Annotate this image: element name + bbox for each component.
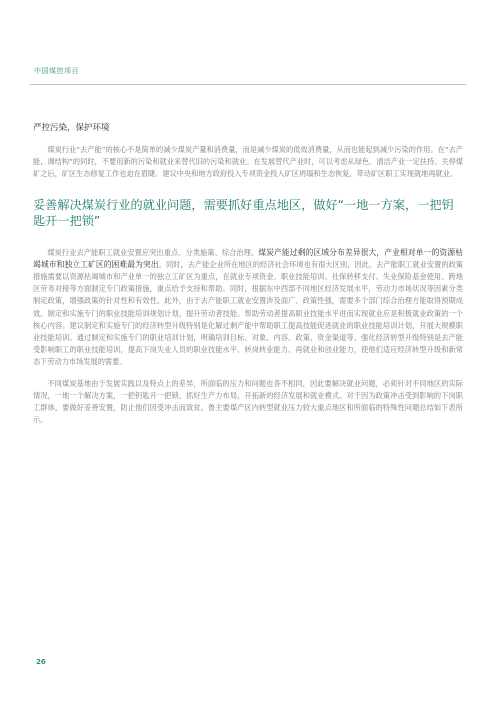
paragraph-employment-emphasis: 煤炭产能过剩的区域分布差异很大，产业相对单一的资源枯竭城市和独立工矿区的困难最为突出 bbox=[33, 247, 463, 269]
paragraph-employment-body: 。同时，去产能企业所在地区的经济社会环境也有很大区别，因此，去产能职工就业安置的政策措施需要以资源枯竭城市和产业单一的独立工矿区为重点，在就业专项资金、职业技能培训、社保转移支付、失业保险基金使用、跨地区劳务对接等方面制定专门政策措施，重点给予支持和帮助。同时，根据东中西部不同地区经济发展水平，劳动力市场状况等因素分类制定政策，增强政策的针对性和有效性。此外，由于去产能职工就业安置涉及面广、政策性强，需要多个部门综合治理方能取得预期成效。制定和实施专门的职业技能培训规划计划，提升劳动者技能。帮助劳动者提高职业技能水平进而实现就业应是积极就业政策的一个核心内容。建议制定和实施专门的经济转型升级特别是化解过剩产能中帮助职工提高技能促进就业的职业技能培训计划，开展大规模职业技能培训。通过制定和实施专门的职业培训计划，明确培训目标、对象、内容、政策、资金渠道等。强化经济转型升级特别是去产能受影响职工的职业技能培训，提高下岗失业人员的职业技能水平、转岗转业能力、再就业和创业能力，使他们适应经济转型升级和新常态下劳动力市场发展的需要。 bbox=[33, 259, 463, 367]
page-content bbox=[33, 122, 463, 426]
header-divider bbox=[30, 84, 466, 85]
section-heading: 严控污染，保护环境 bbox=[33, 123, 110, 133]
paragraph-employment bbox=[33, 247, 463, 369]
paragraph-regional: 不同煤炭基地由于发展实践以及特点上的差异，所面临的压力和问题也各不相同，因此要解决就业问题，必须针对不同地区的实际情况，一地一个解决方案，一把钥匙开一把锁，抓好生产力布局，开拓新的经济发展和就业模式。对于因为政策冲击受到影响的下岗职工群体，要做好妥善安置，防止他们因受冲击而致贫。鲁主要煤产区内转型就业压力较大重点地区和所面临的特殊性问题总结如下表所示。 bbox=[33, 378, 463, 425]
header-label: 中国煤控项目 bbox=[34, 67, 79, 75]
paragraph-pollution: 煤炭行业“去产能”的核心不是简单的减少煤炭产量和消费量，而是减少煤炭的低效消费量，从而也能起到减少污染的作用。在“去产能，调结构”的同时，不要用新的污染和就业来替代旧的污染和就业。在发展替代产业时，可以考虑从绿色、清洁产业一定扶持。关停煤矿之后，矿区生态修复工作也迫在眉睫。建议中央和地方政府投入专项资金投入矿区坍塌和生态恢复，带动矿区职工实现就地再就业。 bbox=[33, 145, 463, 179]
page-number: 26 bbox=[36, 658, 46, 666]
paragraph-employment-lead: 煤炭行业去产能职工就业安置应突出重点、分类施策、综合治理。 bbox=[47, 247, 259, 257]
section-title: 妥善解决煤炭行业的就业问题，需要抓好重点地区，做好“一地一方案，一把钥匙开一把锁” bbox=[33, 197, 454, 228]
